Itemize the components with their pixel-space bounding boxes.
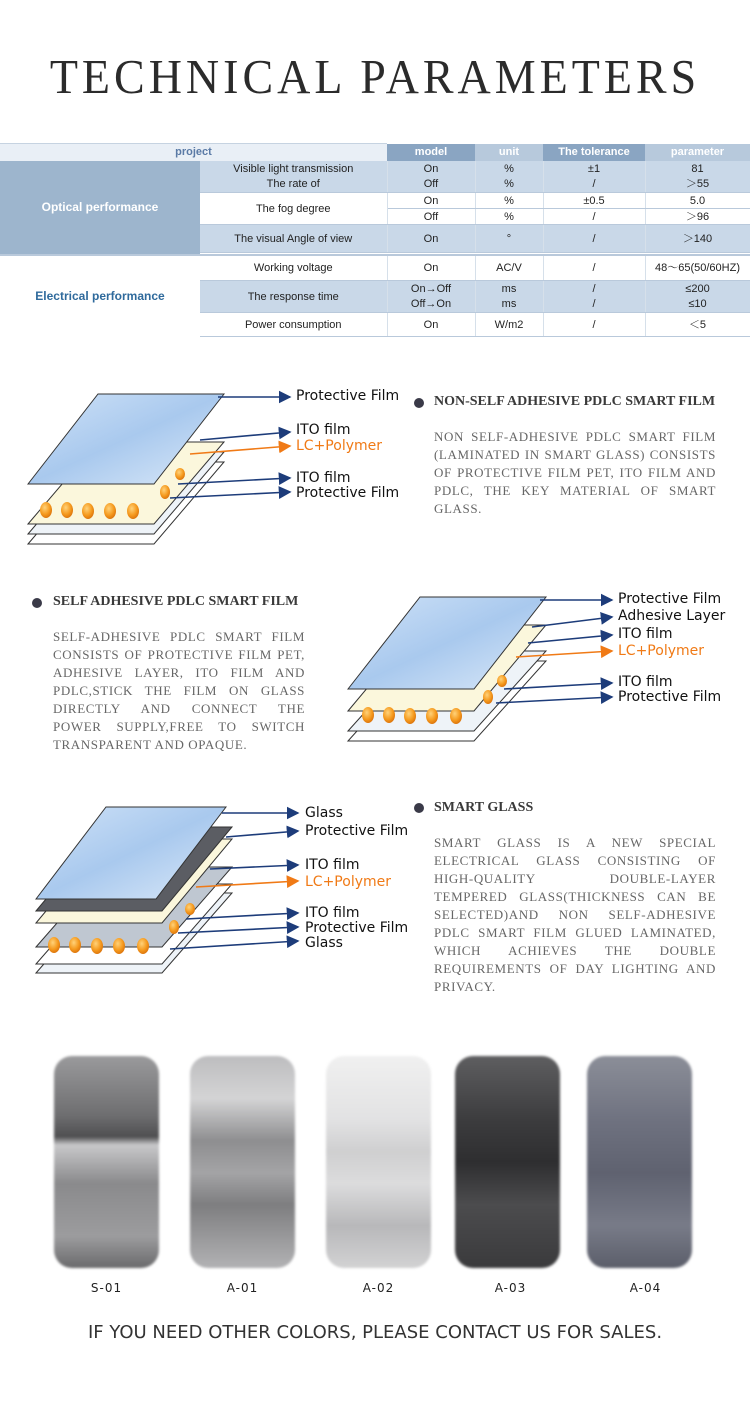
section-heading: SELF ADHESIVE PDLC SMART FILM xyxy=(53,594,299,609)
bullet-icon xyxy=(414,803,424,813)
row-tolerance: ±1 xyxy=(543,161,645,177)
row-item: The rate of xyxy=(200,177,387,193)
row-model: On xyxy=(387,193,475,209)
row-item: Working voltage xyxy=(200,255,387,281)
row-parameter: 5.0 xyxy=(645,193,750,209)
row-unit: W/m2 xyxy=(475,313,543,337)
swatch-s-01[interactable] xyxy=(54,1056,159,1268)
label-ito-film: ITO film xyxy=(305,857,360,873)
row-parameter: 81 xyxy=(645,161,750,177)
row-tolerance: / xyxy=(543,225,645,253)
row-tolerance: / xyxy=(543,297,645,313)
label-adhesive-layer: Adhesive Layer xyxy=(618,608,726,624)
technical-parameters-table xyxy=(0,143,750,335)
label-protective-film: Protective Film xyxy=(305,823,409,839)
non-self-adhesive-film-diagram xyxy=(0,380,410,550)
self-adhesive-film-diagram xyxy=(340,585,740,750)
smart-glass-diagram xyxy=(0,795,410,985)
label-glass: Glass xyxy=(305,805,343,821)
row-model: Off→On xyxy=(387,297,475,313)
label-lc-polymer: LC+Polymer xyxy=(305,874,391,890)
row-parameter: 48～65(50/60HZ) xyxy=(645,255,750,281)
label-protective-film: Protective Film xyxy=(618,591,722,607)
section-body: SELF-ADHESIVE PDLC SMART FILM CONSISTS OF PROTECTIVE FILM PET, ADHESIVE LAYER, ITO FILM AND PDLC,STICK THE FILM ON GLASS DIRECTLY AND CONNECT THE POWER SUPPLY,FREE TO SWITCH TRANSPARENT AND OPAQUE. xyxy=(53,629,305,752)
row-unit: ms xyxy=(475,297,543,313)
swatch-label: A-04 xyxy=(629,1281,662,1295)
row-tolerance: / xyxy=(543,255,645,281)
row-model: Off xyxy=(387,177,475,193)
bullet-icon xyxy=(414,398,424,408)
layer-stack-illustration xyxy=(0,380,410,550)
row-unit: % xyxy=(475,161,543,177)
label-glass: Glass xyxy=(305,935,343,951)
swatch-a-04[interactable] xyxy=(587,1056,692,1268)
row-parameter: ＞96 xyxy=(645,209,750,225)
row-parameter: ≤10 xyxy=(645,297,750,313)
label-ito-film: ITO film xyxy=(296,470,351,486)
row-unit: AC/V xyxy=(475,255,543,281)
label-ito-film: ITO film xyxy=(618,674,673,690)
label-lc-polymer: LC+Polymer xyxy=(296,438,382,454)
row-model: Off xyxy=(387,209,475,225)
swatch-a-01[interactable] xyxy=(190,1056,295,1268)
row-tolerance: / xyxy=(543,177,645,193)
header-tolerance: The tolerance xyxy=(543,144,645,161)
header-parameter: parameter xyxy=(645,144,750,161)
swatch-a-03[interactable] xyxy=(455,1056,560,1268)
label-protective-film: Protective Film xyxy=(296,388,400,404)
row-parameter: ＜5 xyxy=(645,313,750,337)
section-heading: NON-SELF ADHESIVE PDLC SMART FILM xyxy=(434,394,716,409)
row-unit: % xyxy=(475,177,543,193)
swatch-label: A-01 xyxy=(226,1281,259,1295)
table-row xyxy=(0,255,750,281)
swatch-label: S-01 xyxy=(90,1281,123,1295)
label-protective-film: Protective Film xyxy=(296,485,400,501)
row-unit: % xyxy=(475,209,543,225)
row-item: The visual Angle of view xyxy=(200,225,387,253)
row-model: On xyxy=(387,225,475,253)
swatch-label: A-03 xyxy=(494,1281,527,1295)
swatch-label: A-02 xyxy=(362,1281,395,1295)
category-electrical: Electrical performance xyxy=(0,255,200,337)
page-title: TECHNICAL PARAMETERS xyxy=(49,49,701,104)
row-item: The fog degree xyxy=(200,193,387,225)
label-protective-film: Protective Film xyxy=(305,920,409,936)
header-unit: unit xyxy=(475,144,543,161)
section-heading: SMART GLASS xyxy=(434,800,534,815)
label-ito-film: ITO film xyxy=(296,422,351,438)
row-model: On→Off xyxy=(387,281,475,297)
row-item: The response time xyxy=(200,281,387,313)
row-unit: ° xyxy=(475,225,543,253)
section-body: SMART GLASS IS A NEW SPECIAL ELECTRICAL GLASS CONSISTING OF HIGH-QUALITY DOUBLE-LAYER TEMPERED GLASS(THICKNESS CAN BE SELECTED)AND NON SELF-ADHESIVE PDLC SMART FILM GLUED LAMINATED, WHICH ACHIEVES THE DOUBLE REQUIREMENTS OF DAY LIGHTING AND PRIVACY. xyxy=(434,835,716,994)
row-parameter: ≤200 xyxy=(645,281,750,297)
bullet-icon xyxy=(32,598,42,608)
category-optical: Optical performance xyxy=(0,161,200,255)
section-body: NON SELF-ADHESIVE PDLC SMART FILM (LAMINATED IN SMART GLASS) CONSISTS OF PROTECTIVE FILM PET, ITO FILM AND PDLC, THE KEY MATERIAL OF SMART GLASS. xyxy=(434,429,716,516)
row-tolerance: / xyxy=(543,313,645,337)
contact-note: IF YOU NEED OTHER COLORS, PLEASE CONTACT US FOR SALES. xyxy=(87,1322,663,1343)
row-tolerance: / xyxy=(543,209,645,225)
row-model: On xyxy=(387,313,475,337)
row-item: Power consumption xyxy=(200,313,387,337)
header-model: model xyxy=(387,144,475,161)
row-item: Visible light transmission xyxy=(200,161,387,177)
row-tolerance: ±0.5 xyxy=(543,193,645,209)
row-parameter: ＞55 xyxy=(645,177,750,193)
row-unit: % xyxy=(475,193,543,209)
row-parameter: ＞140 xyxy=(645,225,750,253)
label-lc-polymer: LC+Polymer xyxy=(618,643,704,659)
table-header-row xyxy=(0,144,750,161)
row-tolerance: / xyxy=(543,281,645,297)
row-unit: ms xyxy=(475,281,543,297)
label-ito-film: ITO film xyxy=(618,626,673,642)
header-project: project xyxy=(0,144,387,161)
row-model: On xyxy=(387,255,475,281)
row-model: On xyxy=(387,161,475,177)
label-protective-film: Protective Film xyxy=(618,689,722,705)
table-row xyxy=(0,161,750,177)
label-ito-film: ITO film xyxy=(305,905,360,921)
swatch-a-02[interactable] xyxy=(326,1056,431,1268)
